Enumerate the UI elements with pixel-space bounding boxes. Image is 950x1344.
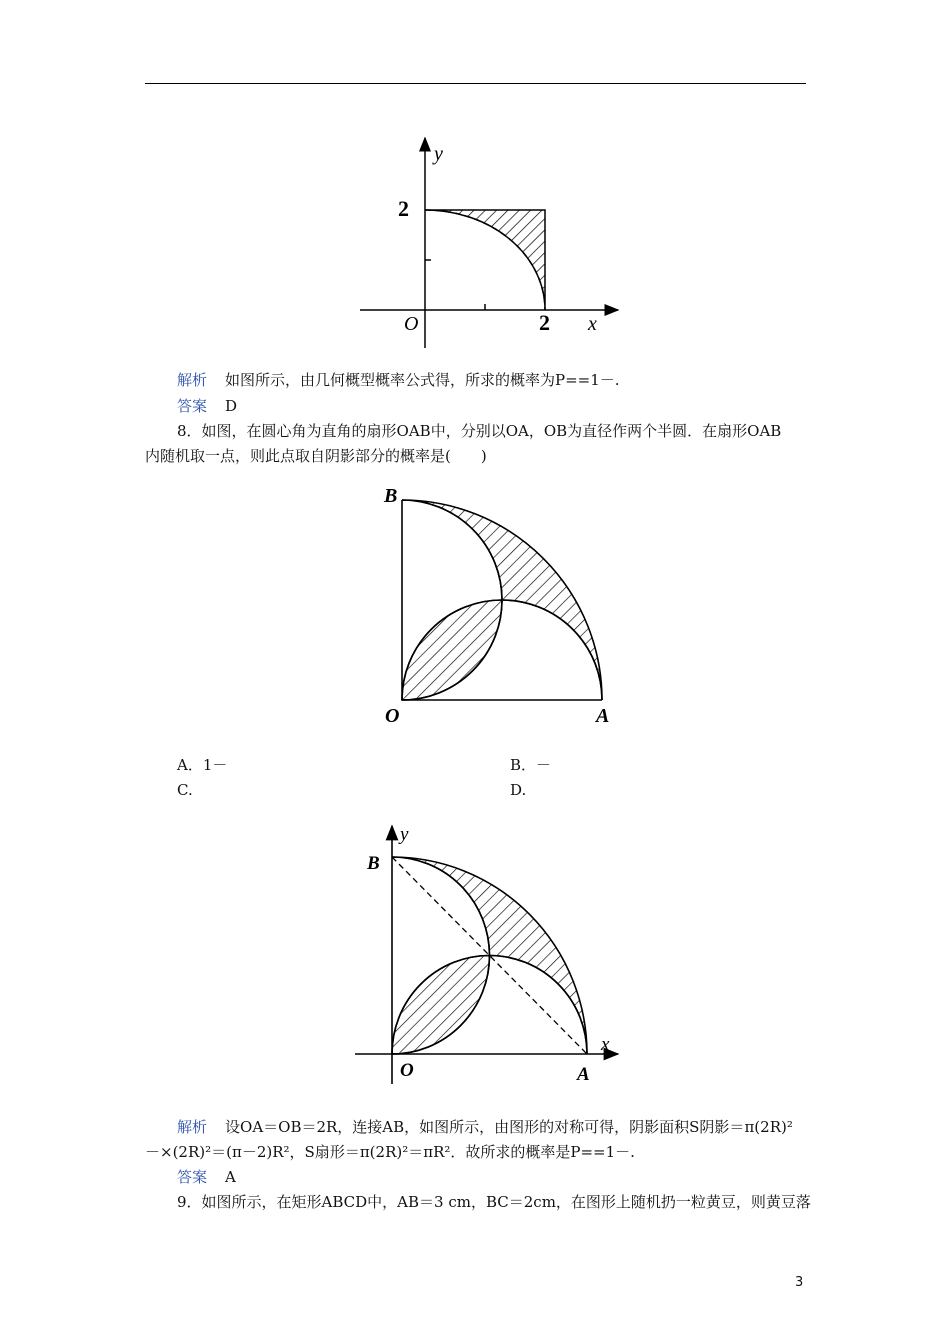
question-9-line1: 9．如图所示，在矩形ABCD中，AB＝3 cm，BC＝2cm，在图形上随机扔一粒黄豆，则黄豆落 [177, 1193, 811, 1211]
option-A: A．1－ [177, 756, 228, 774]
point-A-label: A [596, 705, 610, 727]
point-O-label: O [385, 705, 400, 727]
y-tick-label: 2 [398, 196, 409, 221]
option-D: D. [510, 781, 527, 799]
figure-sector-with-axes [350, 822, 625, 1092]
answer-value: A [225, 1168, 236, 1186]
answer-tag: 答案 [177, 397, 208, 415]
point-B-label: B [384, 485, 398, 507]
point-O-label: O [400, 1060, 414, 1081]
question-8-line2: 内随机取一点，则此点取自阴影部分的概率是( ) [145, 447, 487, 465]
figure-quarter-circle-in-square [350, 130, 640, 355]
x-axis-label: x [601, 1034, 610, 1055]
shaded-lens-region [402, 600, 502, 700]
point-B-label: B [367, 853, 380, 874]
option-C: C. [177, 781, 193, 799]
x-tick-label: 2 [539, 310, 550, 335]
answer-7 [177, 396, 857, 416]
point-A-label: A [577, 1064, 590, 1085]
solution-tag: 解析 [177, 371, 208, 389]
solution-8-line1 [177, 1117, 857, 1137]
header-rule [145, 83, 806, 84]
solution-tag: 解析 [177, 1118, 208, 1136]
question-8-line1: 8．如图，在圆心角为直角的扇形OAB中，分别以OA，OB为直径作两个半圆．在扇形OAB [177, 422, 782, 440]
solution-text: 如图所示，由几何概型概率公式得，所求的概率为P==1－. [225, 371, 620, 389]
option-B: B．－ [510, 756, 552, 774]
origin-label: O [404, 313, 419, 335]
solution-7 [177, 370, 857, 390]
y-axis-label: y [434, 143, 443, 165]
solution-8-line2: －×(2R)²＝(π－2)R²，S扇形＝π(2R)²＝πR²．故所求的概率是P==1－. [145, 1143, 635, 1161]
solution-text: 设OA＝OB＝2R，连接AB，如图所示，由图形的对称可得，阴影面积S阴影＝π(2R)² [225, 1118, 793, 1136]
shaded-lens-region [392, 956, 490, 1055]
x-axis-label: x [588, 313, 597, 335]
answer-value: D [225, 397, 238, 415]
answer-tag: 答案 [177, 1168, 208, 1186]
figure-sector-two-semicircles [380, 480, 620, 730]
shaded-region [425, 210, 545, 310]
answer-8 [177, 1167, 857, 1187]
y-axis-label: y [400, 824, 409, 845]
page-number: 3 [795, 1275, 804, 1290]
